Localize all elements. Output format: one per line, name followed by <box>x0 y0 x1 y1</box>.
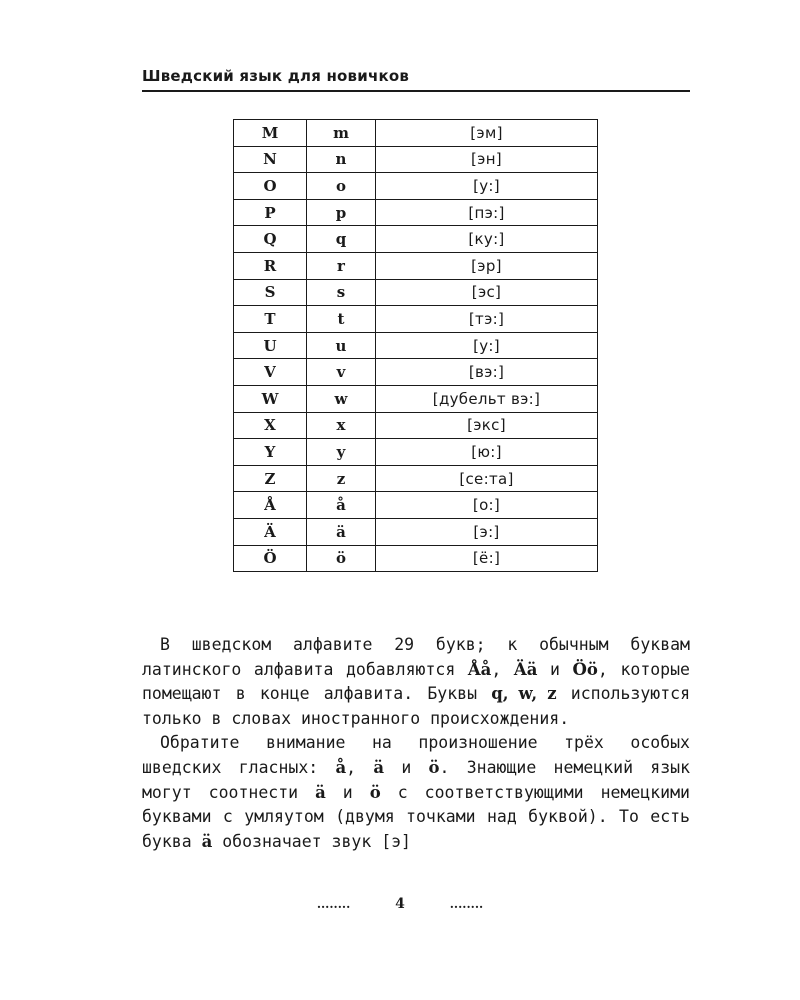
uppercase-letter-cell: M <box>234 120 307 147</box>
text-run: , которые помещают в конце алфавита. Буквы <box>142 659 690 704</box>
footer-right-dots: ........ <box>449 897 484 911</box>
uppercase-letter-cell: Ö <box>234 545 307 572</box>
text-run: и <box>325 782 370 802</box>
text-run: , <box>346 757 374 777</box>
lowercase-letter-cell: x <box>307 412 376 439</box>
pronunciation-cell: [эр] <box>376 252 598 279</box>
lowercase-letter-cell: w <box>307 385 376 412</box>
uppercase-letter-cell: Z <box>234 465 307 492</box>
bold-letters: å <box>335 757 347 777</box>
lowercase-letter-cell: p <box>307 199 376 226</box>
bold-letters: ä <box>315 782 326 802</box>
lowercase-letter-cell: m <box>307 120 376 147</box>
table-row <box>234 226 598 253</box>
text-run: обозначает звук [э] <box>212 831 411 851</box>
lowercase-letter-cell: ä <box>307 518 376 545</box>
table-row <box>234 359 598 386</box>
pronunciation-cell: [вэ:] <box>376 359 598 386</box>
uppercase-letter-cell: O <box>234 173 307 200</box>
pronunciation-cell: [у:] <box>376 332 598 359</box>
pronunciation-cell: [ё:] <box>376 545 598 572</box>
lowercase-letter-cell: ö <box>307 545 376 572</box>
uppercase-letter-cell: U <box>234 332 307 359</box>
pronunciation-cell: [о:] <box>376 492 598 519</box>
table-row <box>234 465 598 492</box>
pronunciation-cell: [э:] <box>376 518 598 545</box>
bold-letters: q, w, z <box>491 684 557 704</box>
pronunciation-cell: [дубельт вэ:] <box>376 385 598 412</box>
page-number: 4 <box>395 896 405 912</box>
pronunciation-cell: [эн] <box>376 146 598 173</box>
text-run: В шведском алфавите 29 букв; к обычным буквам латинского алфавита добавляются <box>142 635 690 679</box>
uppercase-letter-cell: Y <box>234 439 307 466</box>
uppercase-letter-cell: R <box>234 252 307 279</box>
uppercase-letter-cell: W <box>234 385 307 412</box>
footer-left-dots: ........ <box>316 897 351 911</box>
text-run: Обратите внимание на произношение трёх особых шведских гласных: <box>142 733 690 777</box>
paragraph-1 <box>142 633 690 731</box>
text-run: используются только в словах иностранного происхождения. <box>142 684 691 728</box>
lowercase-letter-cell: n <box>307 146 376 173</box>
bold-letters: ö <box>428 757 440 777</box>
uppercase-letter-cell: V <box>234 359 307 386</box>
lowercase-letter-cell: o <box>307 173 376 200</box>
table-row <box>234 518 598 545</box>
table-row <box>234 173 598 200</box>
pronunciation-cell: [эс] <box>376 279 598 306</box>
table-row <box>234 252 598 279</box>
table-row <box>234 332 598 359</box>
text-run: и <box>384 757 429 777</box>
page-footer <box>0 896 800 912</box>
paragraph-2 <box>142 731 690 854</box>
lowercase-letter-cell: s <box>307 279 376 306</box>
lowercase-letter-cell: y <box>307 439 376 466</box>
text-run: , <box>491 659 514 679</box>
table-row <box>234 385 598 412</box>
running-title: Шведский язык для новичков <box>142 67 410 85</box>
table-row <box>234 120 598 147</box>
table-row <box>234 545 598 572</box>
pronunciation-cell: [эм] <box>376 120 598 147</box>
uppercase-letter-cell: Ä <box>234 518 307 545</box>
lowercase-letter-cell: u <box>307 332 376 359</box>
pronunciation-cell: [у:] <box>376 173 598 200</box>
pronunciation-cell: [се:та] <box>376 465 598 492</box>
bold-letters: ä <box>201 831 213 851</box>
table-row <box>234 439 598 466</box>
uppercase-letter-cell: Q <box>234 226 307 253</box>
uppercase-letter-cell: X <box>234 412 307 439</box>
uppercase-letter-cell: N <box>234 146 307 173</box>
table-row <box>234 146 598 173</box>
table-row <box>234 492 598 519</box>
lowercase-letter-cell: q <box>307 226 376 253</box>
pronunciation-cell: [тэ:] <box>376 306 598 333</box>
running-head <box>142 64 690 92</box>
uppercase-letter-cell: Å <box>234 492 307 519</box>
lowercase-letter-cell: å <box>307 492 376 519</box>
bold-letters: Öö <box>572 659 598 679</box>
pronunciation-cell: [ю:] <box>376 439 598 466</box>
lowercase-letter-cell: z <box>307 465 376 492</box>
table-row <box>234 412 598 439</box>
body-text <box>142 633 690 854</box>
table-row <box>234 199 598 226</box>
table-row <box>234 306 598 333</box>
bold-letters: Ää <box>513 659 538 679</box>
pronunciation-cell: [пэ:] <box>376 199 598 226</box>
lowercase-letter-cell: t <box>307 306 376 333</box>
uppercase-letter-cell: P <box>234 199 307 226</box>
pronunciation-cell: [ку:] <box>376 226 598 253</box>
text-run: и <box>537 659 573 679</box>
alphabet-table-body <box>234 120 598 572</box>
lowercase-letter-cell: r <box>307 252 376 279</box>
uppercase-letter-cell: T <box>234 306 307 333</box>
uppercase-letter-cell: S <box>234 279 307 306</box>
bold-letters: Åå <box>467 659 492 679</box>
alphabet-table <box>233 119 598 572</box>
bold-letters: ö <box>369 782 381 802</box>
text-run: . Знающие немецкий язык могут соотнести <box>142 757 690 802</box>
pronunciation-cell: [экс] <box>376 412 598 439</box>
bold-letters: ä <box>373 757 385 777</box>
lowercase-letter-cell: v <box>307 359 376 386</box>
table-row <box>234 279 598 306</box>
text-run: с соответствующими немецкими буквами с умляутом (двумя точками над буквой). То есть буква <box>142 782 690 851</box>
